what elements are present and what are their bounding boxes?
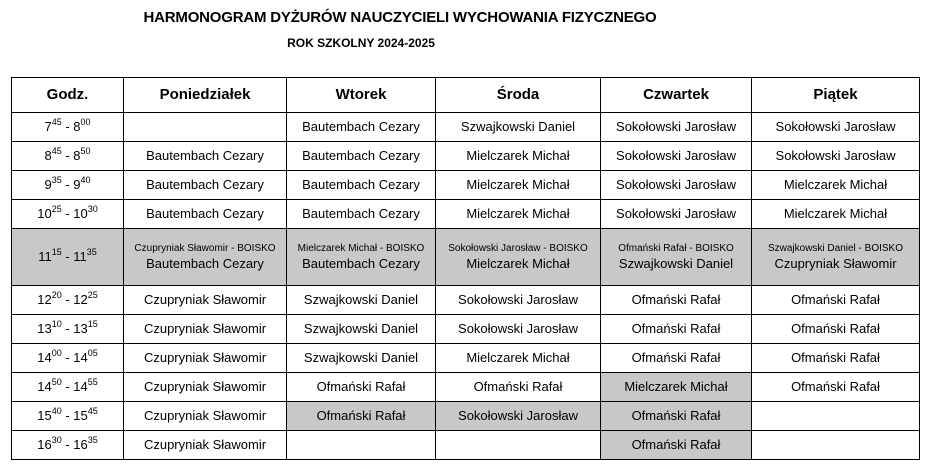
end-hour: 8 <box>73 147 81 163</box>
duty-cell <box>124 344 287 373</box>
start-hour: 14 <box>37 349 52 365</box>
duty-cell <box>124 113 287 142</box>
start-hour: 9 <box>44 176 52 192</box>
end-minutes: 40 <box>80 174 91 185</box>
duty-cell <box>124 431 287 460</box>
duty-cell <box>436 315 601 344</box>
teacher-name: Czupryniak Sławomir <box>143 378 267 394</box>
schedule-row <box>12 229 920 286</box>
end-hour: 8 <box>73 118 81 134</box>
end-minutes: 35 <box>87 434 98 445</box>
teacher-name: Ofmański Rafał <box>791 349 880 365</box>
header-wednesday: Środa <box>436 78 601 113</box>
end-hour: 12 <box>73 291 88 307</box>
duty-cell <box>601 373 752 402</box>
duty-cell <box>601 344 752 373</box>
end-minutes: 00 <box>80 116 91 127</box>
duty-cell <box>752 171 920 200</box>
schedule-row <box>12 315 920 344</box>
duty-cell <box>124 229 287 286</box>
time-slot: $9^{35} - 9^{40}$ <box>12 171 124 200</box>
teacher-name: Ofmański Rafał <box>791 378 880 394</box>
field-duty-label: Czupryniak Sławomir - BOISKO <box>134 242 276 254</box>
start-minutes: 50 <box>51 376 62 387</box>
schedule-row <box>12 344 920 373</box>
end-hour: 14 <box>73 349 88 365</box>
duty-cell <box>287 402 436 431</box>
time-slot: $14^{00} - 14^{05}$ <box>12 344 124 373</box>
teacher-name: Czupryniak Sławomir <box>143 349 267 365</box>
duty-cell <box>752 229 920 286</box>
time-slot: $10^{25} - 10^{30}$ <box>12 200 124 229</box>
teacher-name: Mielczarek Michał <box>466 176 570 192</box>
start-hour: 15 <box>37 407 52 423</box>
start-hour: 13 <box>37 320 52 336</box>
duty-cell <box>601 171 752 200</box>
duty-cell <box>436 113 601 142</box>
teacher-name: Sokołowski Jarosław <box>775 147 896 163</box>
start-minutes: 15 <box>51 246 62 257</box>
schedule-row <box>12 171 920 200</box>
schedule-body <box>12 113 920 460</box>
teacher-name: Ofmański Rafał <box>316 378 406 394</box>
schedule-row <box>12 286 920 315</box>
start-hour: 7 <box>44 118 52 134</box>
duty-cell <box>752 373 920 402</box>
teacher-name: Ofmański Rafał <box>631 407 721 423</box>
duty-cell <box>601 113 752 142</box>
teacher-name: Ofmański Rafał <box>631 320 721 336</box>
duty-cell <box>752 113 920 142</box>
start-minutes: 25 <box>51 203 62 214</box>
duty-cell <box>124 286 287 315</box>
school-year-subtitle: ROK SZKOLNY 2024-2025 <box>287 36 435 50</box>
time-slot: $16^{30} - 16^{35}$ <box>12 431 124 460</box>
start-hour: 12 <box>37 291 52 307</box>
end-hour: 10 <box>73 205 88 221</box>
teacher-name: Sokołowski Jarosław <box>458 320 578 336</box>
duty-cell <box>752 286 920 315</box>
duty-cell <box>752 431 920 460</box>
teacher-name: Szwajkowski Daniel <box>303 291 419 307</box>
duty-cell <box>124 373 287 402</box>
duty-schedule-table <box>11 77 920 460</box>
duty-cell <box>601 431 752 460</box>
duty-cell <box>436 373 601 402</box>
end-minutes: 05 <box>87 347 98 358</box>
duty-cell <box>124 315 287 344</box>
teacher-name: Sokołowski Jarosław <box>616 205 736 221</box>
end-hour: 11 <box>73 248 87 264</box>
duty-cell <box>287 200 436 229</box>
document-title: HARMONOGRAM DYŻURÓW NAUCZYCIELI WYCHOWANIA FIZYCZNEGO <box>143 9 657 26</box>
time-slot: $12^{20} - 12^{25}$ <box>12 286 124 315</box>
time-slot: $15^{40} - 15^{45}$ <box>12 402 124 431</box>
time-slot: $8^{45} - 8^{50}$ <box>12 142 124 171</box>
end-minutes: 45 <box>87 405 98 416</box>
teacher-name: Bautembach Cezary <box>302 255 420 271</box>
teacher-name: Bautembach Cezary <box>302 147 420 163</box>
time-slot: $14^{50} - 14^{55}$ <box>12 373 124 402</box>
duty-cell <box>601 402 752 431</box>
teacher-name: Ofmański Rafał <box>791 320 880 336</box>
teacher-name: Bautembach Cezary <box>302 205 420 221</box>
teacher-name: Czupryniak Sławomir <box>143 320 267 336</box>
duty-cell <box>124 402 287 431</box>
schedule-row <box>12 402 920 431</box>
duty-cell <box>287 373 436 402</box>
start-minutes: 35 <box>51 174 62 185</box>
end-hour: 15 <box>73 407 88 423</box>
field-duty-label: Ofmański Rafał - BOISKO <box>618 242 734 254</box>
start-minutes: 30 <box>51 434 62 445</box>
duty-cell <box>436 171 601 200</box>
duty-cell <box>752 200 920 229</box>
schedule-row <box>12 431 920 460</box>
header-thursday: Czwartek <box>601 78 752 113</box>
header-monday: Poniedziałek <box>124 78 287 113</box>
teacher-name: Czupryniak Sławomir <box>143 436 267 452</box>
teacher-name: Bautembach Cezary <box>302 176 420 192</box>
start-minutes: 10 <box>51 318 62 329</box>
duty-cell <box>752 315 920 344</box>
start-hour: 11 <box>38 248 52 264</box>
end-hour: 9 <box>73 176 81 192</box>
teacher-name: Bautembach Cezary <box>146 205 264 221</box>
teacher-name: Sokołowski Jarosław <box>775 118 896 134</box>
duty-cell <box>287 142 436 171</box>
teacher-name: Sokołowski Jarosław <box>616 118 736 134</box>
header-hours: Godz. <box>12 78 124 113</box>
teacher-name: Ofmański Rafał <box>791 291 880 307</box>
schedule-row <box>12 113 920 142</box>
end-minutes: 50 <box>80 145 91 156</box>
duty-cell <box>752 344 920 373</box>
end-minutes: 35 <box>86 246 97 257</box>
end-hour: 14 <box>73 378 88 394</box>
duty-cell <box>601 142 752 171</box>
duty-cell <box>436 229 601 286</box>
teacher-name: Sokołowski Jarosław <box>458 407 578 423</box>
duty-cell <box>436 286 601 315</box>
teacher-name: Szwajkowski Daniel <box>618 255 734 271</box>
start-minutes: 20 <box>51 289 62 300</box>
teacher-name: Mielczarek Michał <box>466 255 570 271</box>
teacher-name: Szwajkowski Daniel <box>303 320 419 336</box>
teacher-name: Mielczarek Michał <box>466 147 570 163</box>
duty-cell <box>601 229 752 286</box>
duty-cell <box>287 315 436 344</box>
teacher-name: Bautembach Cezary <box>146 176 264 192</box>
end-minutes: 55 <box>87 376 98 387</box>
duty-cell <box>124 200 287 229</box>
start-minutes: 00 <box>51 347 62 358</box>
start-minutes: 45 <box>51 116 62 127</box>
end-minutes: 30 <box>87 203 98 214</box>
duty-cell <box>436 142 601 171</box>
teacher-name: Czupryniak Sławomir <box>143 407 267 423</box>
teacher-name: Bautembach Cezary <box>302 118 420 134</box>
duty-cell <box>287 171 436 200</box>
time-slot: $11^{15} - 11^{35}$ <box>12 229 124 286</box>
duty-cell <box>287 344 436 373</box>
duty-cell <box>124 142 287 171</box>
duty-cell <box>287 229 436 286</box>
duty-cell <box>287 286 436 315</box>
duty-cell <box>436 431 601 460</box>
end-hour: 16 <box>73 436 88 452</box>
teacher-name: Czupryniak Sławomir <box>774 255 897 271</box>
teacher-name: Ofmański Rafał <box>473 378 563 394</box>
duty-cell <box>436 200 601 229</box>
field-duty-label: Sokołowski Jarosław - BOISKO <box>448 242 588 254</box>
duty-cell <box>436 344 601 373</box>
duty-cell <box>601 315 752 344</box>
duty-cell <box>287 113 436 142</box>
teacher-name: Mielczarek Michał <box>783 205 888 221</box>
start-minutes: 45 <box>51 145 62 156</box>
duty-cell <box>124 171 287 200</box>
duty-cell <box>752 142 920 171</box>
teacher-name: Ofmański Rafał <box>631 436 721 452</box>
schedule-row <box>12 142 920 171</box>
start-hour: 8 <box>44 147 52 163</box>
time-slot: $13^{10} - 13^{15}$ <box>12 315 124 344</box>
end-hour: 13 <box>73 320 88 336</box>
time-slot: $7^{45} - 8^{00}$ <box>12 113 124 142</box>
teacher-name: Ofmański Rafał <box>631 291 721 307</box>
teacher-name: Ofmański Rafał <box>631 349 721 365</box>
end-minutes: 15 <box>87 318 98 329</box>
teacher-name: Bautembach Cezary <box>146 255 264 271</box>
duty-cell <box>287 431 436 460</box>
teacher-name: Mielczarek Michał <box>466 205 570 221</box>
teacher-name: Szwajkowski Daniel <box>303 349 419 365</box>
header-tuesday: Wtorek <box>287 78 436 113</box>
duty-cell <box>752 402 920 431</box>
teacher-name: Czupryniak Sławomir <box>143 291 267 307</box>
teacher-name: Ofmański Rafał <box>316 407 406 423</box>
schedule-row <box>12 373 920 402</box>
end-minutes: 25 <box>87 289 98 300</box>
teacher-name: Sokołowski Jarosław <box>616 147 736 163</box>
start-minutes: 40 <box>51 405 62 416</box>
teacher-name: Sokołowski Jarosław <box>458 291 578 307</box>
teacher-name: Szwajkowski Daniel <box>460 118 576 134</box>
field-duty-label: Szwajkowski Daniel - BOISKO <box>767 242 904 254</box>
header-row <box>12 78 920 113</box>
schedule-row <box>12 200 920 229</box>
teacher-name: Mielczarek Michał <box>624 378 728 394</box>
start-hour: 10 <box>37 205 52 221</box>
header-friday: Piątek <box>752 78 920 113</box>
teacher-name: Mielczarek Michał <box>783 176 888 192</box>
duty-cell <box>601 286 752 315</box>
start-hour: 16 <box>37 436 52 452</box>
duty-cell <box>601 200 752 229</box>
start-hour: 14 <box>37 378 52 394</box>
teacher-name: Sokołowski Jarosław <box>616 176 736 192</box>
teacher-name: Mielczarek Michał <box>466 349 570 365</box>
teacher-name: Bautembach Cezary <box>146 147 264 163</box>
field-duty-label: Mielczarek Michał - BOISKO <box>297 242 425 254</box>
duty-cell <box>436 402 601 431</box>
